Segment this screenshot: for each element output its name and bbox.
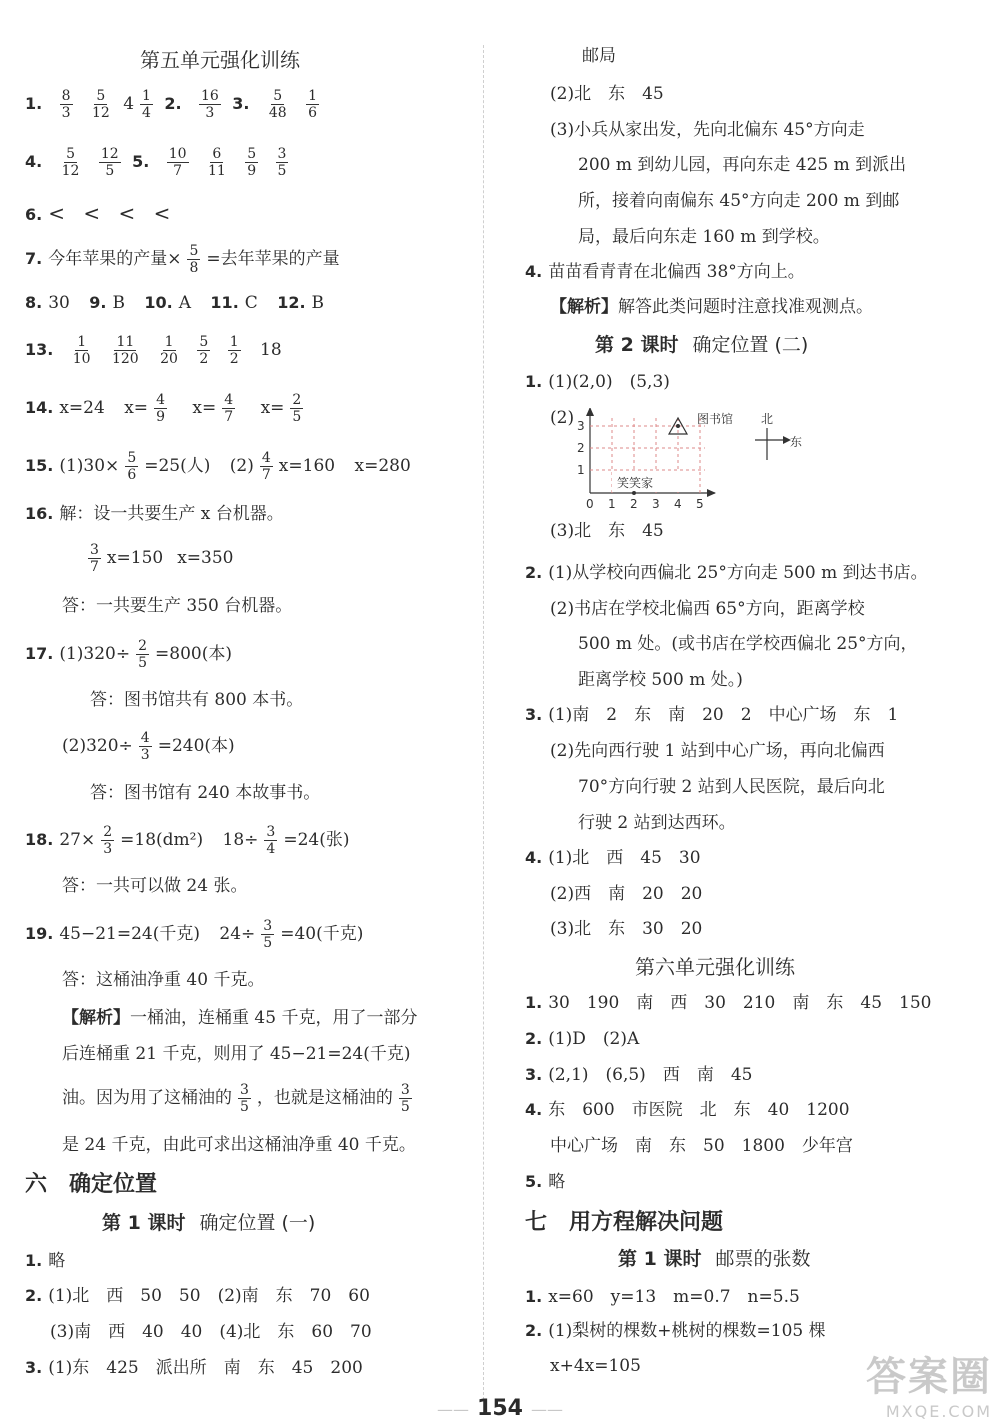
lesson2-answer-2-part2-line3: 距离学校 500 m 处。): [578, 670, 743, 690]
unit6-answer-3: 3. (2,1) (6,5) 西 南 45: [525, 1065, 753, 1085]
answer-3-part3-line2: 200 m 到幼儿园，再向东走 425 m 到派出: [578, 155, 907, 175]
lesson2-answer-1-part2-label: (2): [550, 408, 575, 428]
coordinate-grid-diagram: [575, 408, 815, 513]
answer-3-part2: (2)北 东 45: [550, 84, 664, 104]
answer-3-part3-line1: (3)小兵从家出发，先向北偏东 45°方向走: [550, 120, 865, 140]
lesson1-answer-3: 3. (1)东 425 派出所 南 东 45 200: [25, 1358, 363, 1378]
analysis-19-line1: 【解析】一桶油，连桶重 45 千克，用了一部分: [62, 1008, 418, 1028]
section-6-heading: 六 确定位置: [25, 1172, 158, 1197]
lesson1-answer-1: 1. 略: [25, 1251, 66, 1271]
lesson2-answer-3-part2-line2: 70°方向行驶 2 站到人民医院，最后向北: [578, 777, 885, 797]
answer-1: 1. $\frac{8}{3}$ $\frac{5}{12}$ 4 $\frac{1}{4}$ 2. $\frac{16}{3}$ 3. $\frac{5}{48}$ $\frac{1}{6}$: [25, 88, 317, 122]
answer-18: 18. 27× $\frac{2}{3}$ =18(dm²) 18÷ $\frac{3}{4}$ =24(张): [25, 824, 350, 858]
north-label: 北: [761, 412, 774, 426]
svg-text:0: 0: [586, 497, 594, 511]
answer-17-conclusion-2: 答：图书馆有 240 本故事书。: [90, 783, 321, 803]
section7-answer-2: 2. (1)梨树的棵数+桃树的棵数=105 棵: [525, 1321, 826, 1341]
watermark-logo: 答案圈 MXQE.COM: [866, 1354, 992, 1421]
answer-17-part2: (2)320÷ $\frac{4}{3}$ =240(本): [62, 730, 235, 764]
unit6-title: 第六单元强化训练: [635, 955, 795, 979]
svg-text:1: 1: [608, 497, 616, 511]
analysis-note: 【解析】解答此类问题时注意找准观测点。: [550, 297, 873, 317]
lesson2-answer-2-part2-line2: 500 m 处。(或书店在学校西偏北 25°方向，: [578, 634, 918, 654]
svg-text:3: 3: [577, 419, 585, 433]
lesson2-answer-4-part1: 4. (1)北 西 45 30: [525, 848, 701, 868]
page-number: —— 154 ——: [437, 1396, 563, 1421]
svg-text:5: 5: [696, 497, 704, 511]
answer-3-part3-line3: 所，接着向南偏东 45°方向走 200 m 到邮: [578, 191, 900, 211]
home-point: [632, 491, 636, 495]
answer-19-conclusion: 答：这桶油净重 40 千克。: [62, 970, 265, 990]
lesson-1-heading: 第 1 课时 确定位置 (一): [102, 1212, 316, 1234]
answer-14: 14. x=24 x= $\frac{4}{9}$ x= $\frac{4}{7}$ x= $\frac{2}{5}$: [25, 392, 302, 426]
answer-17-part1: 17. (1)320÷ $\frac{2}{5}$ =800(本): [25, 638, 233, 672]
y-tick-labels: [577, 419, 585, 477]
analysis-19-line4: 是 24 千克，由此可求出这桶油净重 40 千克。: [62, 1135, 416, 1155]
library-point: [676, 424, 680, 428]
answer-19: 19. 45−21=24(千克) 24÷ $\frac{3}{5}$ =40(千克): [25, 918, 364, 952]
answer-16-equation: $\frac{3}{7}$ x=150 x=350: [90, 542, 234, 576]
analysis-19-line2: 后连桶重 21 千克，则用了 45−21=24(千克): [62, 1044, 411, 1064]
east-label: 东: [790, 435, 803, 449]
answer-16-conclusion: 答：一共要生产 350 台机器。: [62, 596, 293, 616]
unit6-answer-4-line2: 中心广场 南 东 50 1800 少年宫: [550, 1136, 853, 1156]
lesson2-answer-2-part2-line1: (2)书店在学校北偏西 65°方向，距离学校: [550, 599, 865, 619]
analysis-19-line3: 油。因为用了这桶油的 $\frac{3}{5}$ ，也就是这桶油的 $\frac{3}{5}$: [62, 1082, 410, 1116]
answer-7: 7. 今年苹果的产量× $\frac{5}{8}$ =去年苹果的产量: [25, 243, 340, 277]
svg-text:2: 2: [630, 497, 638, 511]
unit5-title: 第五单元强化训练: [140, 48, 300, 72]
unit6-answer-1: 1. 30 190 南 西 30 210 南 东 45 150: [525, 993, 932, 1013]
answer-6: 6. < < < <: [25, 201, 177, 225]
answer-13: 13. $\frac{1}{10}$ $\frac{11}{120}$ $\frac{1}{20}$ $\frac{5}{2}$ $\frac{1}{2}$ 18: [25, 334, 282, 368]
x-tick-labels: [586, 497, 704, 511]
library-label: 图书馆: [697, 412, 734, 426]
answer-15: 15. (1)30× $\frac{5}{6}$ =25(人) (2) $\frac{4}{7}$ x=160 x=280: [25, 450, 411, 484]
svg-text:1: 1: [577, 463, 585, 477]
x-axis-arrow-icon: [707, 489, 716, 497]
lesson2-answer-3-part1: 3. (1)南 2 东 南 20 2 中心广场 东 1: [525, 705, 899, 725]
lesson1-answer-2b: (3)南 西 40 40 (4)北 东 60 70: [50, 1322, 372, 1342]
answer-17-conclusion-1: 答：图书馆共有 800 本书。: [90, 690, 304, 710]
unit6-answer-4-line1: 4. 东 600 市医院 北 东 40 1200: [525, 1100, 850, 1120]
svg-text:2: 2: [577, 441, 585, 455]
lesson1-answer-2a: 2. (1)北 西 50 50 (2)南 东 70 60: [25, 1286, 370, 1306]
home-label: 笑笑家: [617, 476, 654, 490]
answer-3-continued: 邮局: [582, 46, 616, 66]
unit6-answer-5: 5. 略: [525, 1172, 566, 1192]
answer-4: 4. 苗苗看青青在北偏西 38°方向上。: [525, 262, 805, 282]
answer-3-part3-line4: 局，最后向东走 160 m 到学校。: [578, 227, 830, 247]
lesson2-answer-4-part3: (3)北 东 30 20: [550, 919, 703, 939]
lesson2-answer-3-part2-line1: (2)先向西行驶 1 站到中心广场，再向北偏西: [550, 741, 885, 761]
answer-18-conclusion: 答：一共可以做 24 张。: [62, 876, 248, 896]
answer-4: 4. $\frac{5}{12}$ $\frac{12}{5}$ 5. $\frac{10}{7}$ $\frac{6}{11}$ $\frac{5}{9}$ $\frac{3}{5}$: [25, 146, 287, 180]
answer-8-12: 8. 30 9. B 10. A 11. C 12. B: [25, 293, 325, 313]
y-axis-arrow-icon: [586, 408, 594, 416]
answer-16: 16. 解：设一共要生产 x 台机器。: [25, 504, 284, 524]
lesson-2-heading: 第 2 课时 确定位置 (二): [595, 334, 809, 356]
svg-text:4: 4: [674, 497, 682, 511]
left-column: [0, 0, 480, 1395]
lesson2-answer-2-part1: 2. (1)从学校向西偏北 25°方向走 500 m 到达书店。: [525, 563, 928, 583]
lesson2-answer-3-part2-line3: 行驶 2 站到达西环。: [578, 813, 736, 833]
lesson-3-heading: 第 1 课时 邮票的张数: [618, 1248, 811, 1270]
section7-answer-2-equation: x+4x=105: [550, 1356, 641, 1376]
lesson2-answer-1-part3: (3)北 东 45: [550, 521, 664, 541]
section-7-heading: 七 用方程解决问题: [525, 1210, 724, 1235]
unit6-answer-2: 2. (1)D (2)A: [525, 1029, 640, 1049]
right-column: [500, 0, 1000, 1395]
column-divider: [483, 45, 484, 1400]
svg-text:3: 3: [652, 497, 660, 511]
lesson2-answer-4-part2: (2)西 南 20 20: [550, 884, 703, 904]
lesson2-answer-1: 1. (1)(2,0) (5,3): [525, 372, 670, 392]
section7-answer-1: 1. x=60 y=13 m=0.7 n=5.5: [525, 1287, 800, 1307]
